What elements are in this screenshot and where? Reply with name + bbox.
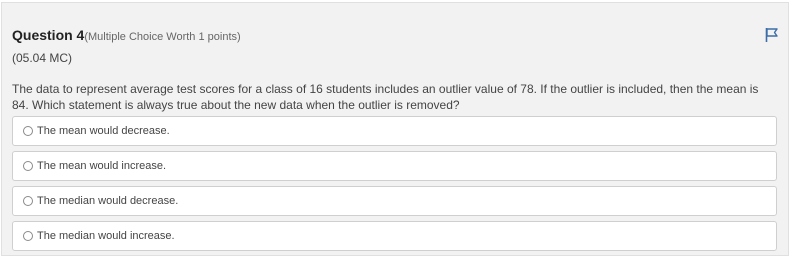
radio-button-icon[interactable]	[23, 126, 33, 136]
choice-option-4[interactable]	[12, 221, 777, 251]
radio-button-icon[interactable]	[23, 161, 33, 171]
flag-icon[interactable]	[764, 27, 780, 43]
choice-label: The median would increase.	[37, 230, 175, 242]
radio-button-icon[interactable]	[23, 196, 33, 206]
question-header	[12, 27, 241, 45]
flag-icon-graphic	[764, 27, 780, 43]
choice-label: The mean would increase.	[37, 160, 167, 172]
choice-label: The median would decrease.	[37, 195, 179, 207]
choice-label: The mean would decrease.	[37, 125, 170, 137]
choice-option-3[interactable]	[12, 186, 777, 216]
choice-option-1[interactable]	[12, 116, 777, 146]
choice-option-2[interactable]	[12, 151, 777, 181]
question-panel	[1, 2, 789, 256]
question-stem: The data to represent average test scores for a class of 16 students includes an outlier value of 78. If the outlier is included, then the mean is 84. Which statement is always true about the new data when the outlier is removed?	[12, 82, 759, 112]
radio-button-icon[interactable]	[23, 231, 33, 241]
question-title: Question 4	[12, 27, 85, 43]
question-worth: (Multiple Choice Worth 1 points)	[84, 31, 241, 43]
question-code: (05.04 MC)	[12, 51, 73, 65]
